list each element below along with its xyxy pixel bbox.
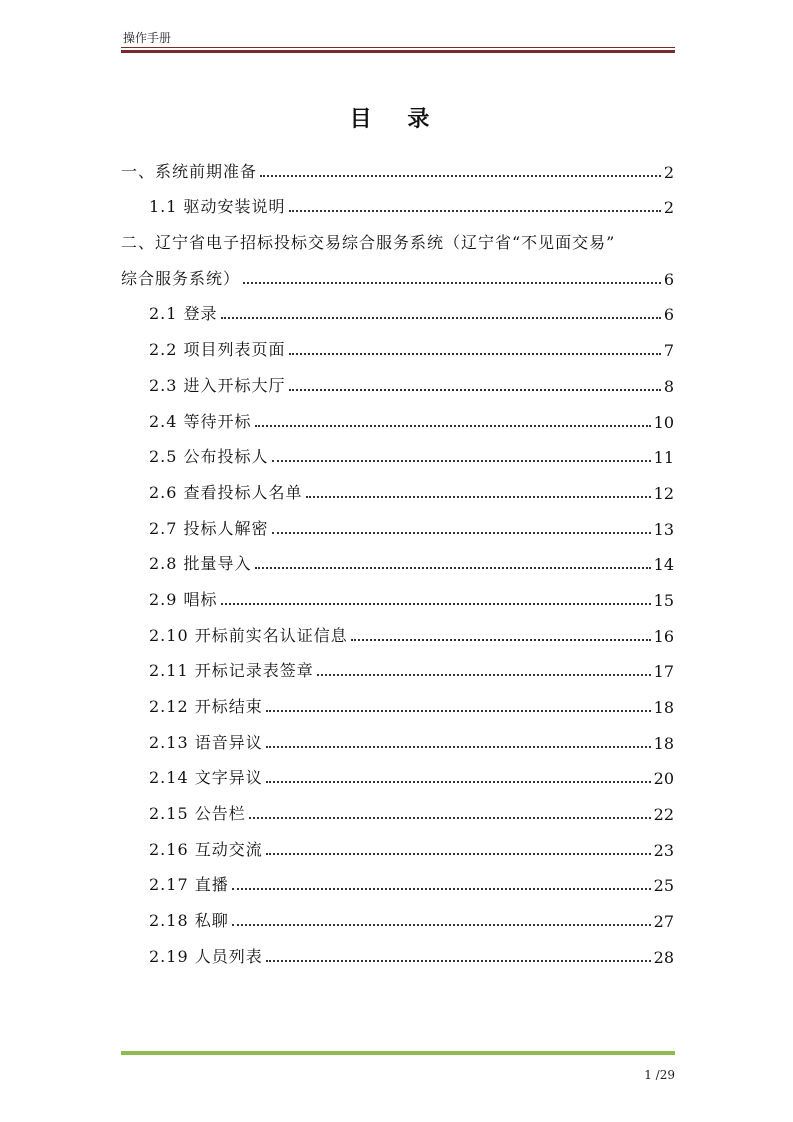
toc-entry-page: 2	[663, 162, 674, 182]
table-of-contents	[121, 146, 674, 967]
toc-entry[interactable]	[121, 539, 674, 575]
toc-entry-page: 20	[653, 769, 674, 789]
toc-entry-page: 6	[663, 305, 674, 325]
toc-entry-title: 2.9 唱标	[149, 589, 218, 609]
toc-entry-page: 12	[653, 483, 674, 503]
toc-entry[interactable]	[121, 753, 674, 789]
toc-entry-page: 28	[653, 947, 674, 967]
toc-dot-leader	[266, 746, 651, 748]
toc-dot-leader	[232, 924, 651, 926]
toc-entry[interactable]	[121, 895, 674, 931]
toc-dot-leader	[266, 853, 651, 855]
header-divider	[121, 47, 675, 48]
toc-entry[interactable]	[121, 396, 674, 432]
toc-entry-page: 17	[653, 662, 674, 682]
toc-entry-title: 2.2 项目列表页面	[149, 340, 286, 360]
toc-dot-leader	[260, 175, 661, 177]
toc-entry[interactable]	[121, 503, 674, 539]
toc-entry-wrapped[interactable]	[121, 217, 674, 288]
toc-entry-page: 14	[653, 555, 674, 575]
toc-entry-page: 22	[653, 805, 674, 825]
toc-entry[interactable]	[121, 646, 674, 682]
toc-entry[interactable]	[121, 432, 674, 468]
toc-entry-title: 1.1 驱动安装说明	[149, 197, 286, 217]
toc-dot-leader	[243, 282, 661, 284]
toc-dot-leader	[289, 353, 661, 355]
toc-entry[interactable]	[121, 824, 674, 860]
toc-entry-title: 2.19 人员列表	[149, 946, 263, 966]
toc-entry-title: 2.16 互动交流	[149, 839, 263, 859]
toc-entry-page: 13	[653, 519, 674, 539]
toc-dot-leader	[266, 960, 651, 962]
toc-entry-title: 2.11 开标记录表签章	[149, 661, 314, 681]
toc-entry-page: 18	[653, 733, 674, 753]
toc-dot-leader	[272, 460, 651, 462]
toc-dot-leader	[306, 496, 651, 498]
toc-entry-title: 2.10 开标前实名认证信息	[149, 625, 348, 645]
toc-dot-leader	[266, 710, 651, 712]
toc-dot-leader	[289, 210, 661, 212]
toc-dot-leader	[249, 817, 651, 819]
toc-entry-title: 2.3 进入开标大厅	[149, 375, 286, 395]
toc-dot-leader	[289, 389, 661, 391]
page-number: 1 /29	[644, 1068, 675, 1082]
toc-entry[interactable]	[121, 289, 674, 325]
page-title: 目 录	[349, 106, 444, 132]
toc-dot-leader	[317, 674, 651, 676]
toc-entry-title: 2.18 私聊	[149, 911, 229, 931]
toc-entry-page: 15	[653, 590, 674, 610]
toc-entry[interactable]	[121, 610, 674, 646]
toc-entry-page: 18	[653, 698, 674, 717]
toc-entry-page: 27	[653, 912, 674, 932]
toc-entry[interactable]	[121, 931, 674, 967]
toc-entry[interactable]	[121, 360, 674, 396]
toc-entry[interactable]	[121, 574, 674, 610]
toc-entry-title: 2.5 公布投标人	[149, 447, 269, 467]
header-title: 操作手册	[123, 31, 172, 45]
toc-entry-page: 8	[663, 376, 674, 396]
toc-dot-leader	[232, 888, 651, 890]
toc-dot-leader	[221, 317, 661, 319]
toc-entry-title: 2.17 直播	[149, 875, 229, 895]
toc-entry[interactable]	[121, 860, 674, 896]
toc-entry-page: 23	[653, 840, 674, 860]
toc-entry-title: 2.6 查看投标人名单	[149, 482, 303, 502]
toc-entry-title-line1: 二、辽宁省电子招标投标交易综合服务系统（辽宁省“不见面交易”	[121, 233, 616, 253]
toc-entry-page: 25	[653, 876, 674, 896]
toc-entry-title: 2.13 语音异议	[149, 732, 263, 752]
toc-dot-leader	[266, 781, 651, 783]
toc-entry[interactable]	[121, 467, 674, 503]
toc-entry-title: 2.14 文字异议	[149, 768, 263, 788]
toc-entry-page: 6	[663, 269, 674, 289]
toc-entry-page: 11	[653, 448, 674, 468]
toc-entry-line2	[121, 253, 674, 289]
toc-dot-leader	[221, 603, 651, 605]
toc-entry[interactable]	[121, 788, 674, 824]
toc-entry-title: 综合服务系统）	[121, 268, 241, 288]
toc-dot-leader	[272, 532, 651, 534]
toc-entry[interactable]	[121, 324, 674, 360]
toc-entry-title: 2.1 登录	[149, 304, 218, 324]
toc-dot-leader	[255, 425, 651, 427]
toc-entry-title: 2.4 等待开标	[149, 411, 252, 431]
footer-divider	[121, 1051, 675, 1055]
toc-entry-page: 16	[653, 626, 674, 646]
toc-entry-title: 2.8 批量导入	[149, 554, 252, 574]
toc-entry[interactable]	[121, 182, 674, 218]
toc-entry[interactable]	[121, 681, 674, 717]
toc-entry-page: 7	[663, 341, 674, 361]
toc-entry-title: 一、系统前期准备	[121, 161, 258, 181]
toc-dot-leader	[255, 567, 651, 569]
header-divider-thick	[121, 50, 675, 53]
toc-entry[interactable]	[121, 146, 674, 182]
toc-entry-title: 2.7 投标人解密	[149, 518, 269, 538]
toc-entry-page: 2	[663, 198, 674, 218]
toc-entry-page: 10	[653, 412, 674, 432]
toc-dot-leader	[351, 639, 651, 641]
toc-entry-title: 2.15 公告栏	[149, 804, 246, 824]
toc-entry[interactable]	[121, 717, 674, 753]
toc-entry-title: 2.12 开标结束	[149, 697, 263, 716]
